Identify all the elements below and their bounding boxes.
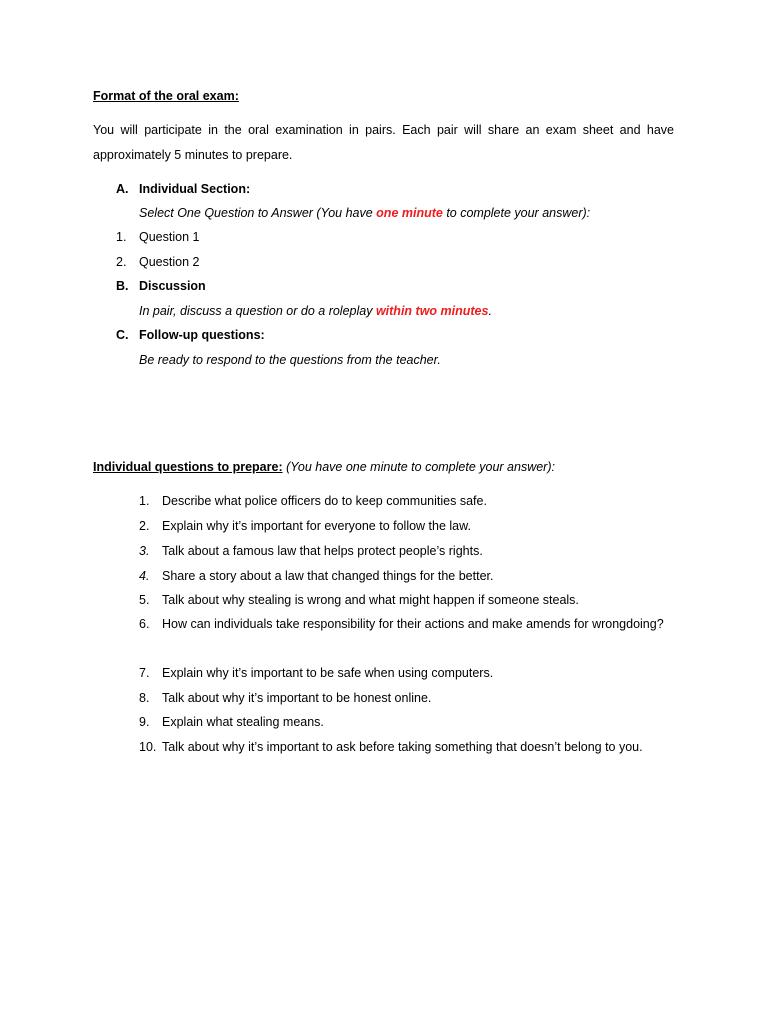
question-marker: 5. bbox=[139, 593, 150, 607]
section-a bbox=[0, 180, 768, 198]
list-item-marker: 2. bbox=[116, 255, 127, 269]
individual-heading bbox=[93, 458, 555, 476]
question-marker: 1. bbox=[139, 494, 150, 508]
question-item bbox=[0, 542, 768, 560]
section-c-note bbox=[0, 351, 768, 369]
section-b-note-after: . bbox=[488, 304, 492, 318]
question-text: Talk about a famous law that helps protect people’s rights. bbox=[162, 544, 483, 558]
question-marker: 7. bbox=[139, 666, 150, 680]
section-b-note-highlight: within two minutes bbox=[375, 304, 489, 318]
question-marker: 4. bbox=[139, 569, 150, 583]
question-text: Talk about why it’s important to ask before taking something that doesn’t belong to you. bbox=[162, 740, 643, 754]
question-text: How can individuals take responsibility for their actions and make amends for wrongdoing? bbox=[162, 617, 664, 631]
list-item bbox=[0, 228, 768, 246]
question-marker: 3. bbox=[139, 544, 150, 558]
question-marker: 2. bbox=[139, 519, 150, 533]
section-c-marker: C. bbox=[116, 328, 129, 342]
question-item bbox=[0, 615, 768, 665]
section-b bbox=[0, 277, 768, 295]
section-b-note bbox=[0, 302, 768, 320]
question-item bbox=[0, 591, 768, 609]
question-marker: 10. bbox=[139, 740, 157, 754]
list-item bbox=[0, 253, 768, 271]
question-item bbox=[0, 567, 768, 585]
section-a-note-highlight: one minute bbox=[376, 206, 443, 220]
intro-paragraph: You will participate in the oral examination in pairs. Each pair will share an exam sheet and have approximately 5 minutes to prepare. bbox=[93, 123, 674, 162]
section-b-marker: B. bbox=[116, 279, 129, 293]
question-marker: 8. bbox=[139, 691, 150, 705]
question-text: Explain why it’s important for everyone to follow the law. bbox=[162, 519, 471, 533]
section-b-title: Discussion bbox=[139, 279, 206, 293]
section-a-marker: A. bbox=[116, 182, 129, 196]
individual-subheading: (You have one minute to complete your answer): bbox=[282, 460, 555, 474]
section-a-note bbox=[0, 204, 768, 222]
question-item bbox=[0, 517, 768, 535]
format-heading-text: Format of the oral exam: bbox=[93, 89, 239, 103]
question-item bbox=[0, 738, 768, 756]
question-marker: 6. bbox=[139, 617, 150, 631]
question-item bbox=[0, 492, 768, 510]
question-text: Share a story about a law that changed things for the better. bbox=[162, 569, 494, 583]
individual-heading-text: Individual questions to prepare: bbox=[93, 460, 283, 474]
list-item-marker: 1. bbox=[116, 230, 127, 244]
question-marker: 9. bbox=[139, 715, 150, 729]
question-text: Talk about why stealing is wrong and what might happen if someone steals. bbox=[162, 593, 579, 607]
question-item bbox=[0, 664, 768, 682]
question-text: Talk about why it’s important to be honest online. bbox=[162, 691, 432, 705]
section-a-note-before: Select One Question to Answer (You have bbox=[139, 206, 377, 220]
section-c bbox=[0, 326, 768, 344]
section-b-note-text bbox=[139, 302, 492, 320]
question-text: Explain what stealing means. bbox=[162, 715, 324, 729]
section-a-title: Individual Section: bbox=[139, 182, 251, 196]
question-text: Explain why it’s important to be safe when using computers. bbox=[162, 666, 494, 680]
question-item bbox=[0, 689, 768, 707]
list-item-text: Question 2 bbox=[139, 255, 200, 269]
section-a-note-after: to complete your answer): bbox=[442, 206, 591, 220]
section-c-note-text: Be ready to respond to the questions from the teacher. bbox=[139, 353, 441, 367]
section-c-title: Follow-up questions: bbox=[139, 328, 265, 342]
question-text: Describe what police officers do to keep communities safe. bbox=[162, 494, 487, 508]
list-item-text: Question 1 bbox=[139, 230, 200, 244]
section-a-note-text bbox=[139, 204, 590, 222]
format-heading bbox=[93, 87, 239, 105]
question-item bbox=[0, 713, 768, 731]
section-b-note-before: In pair, discuss a question or do a roleplay bbox=[139, 304, 376, 318]
